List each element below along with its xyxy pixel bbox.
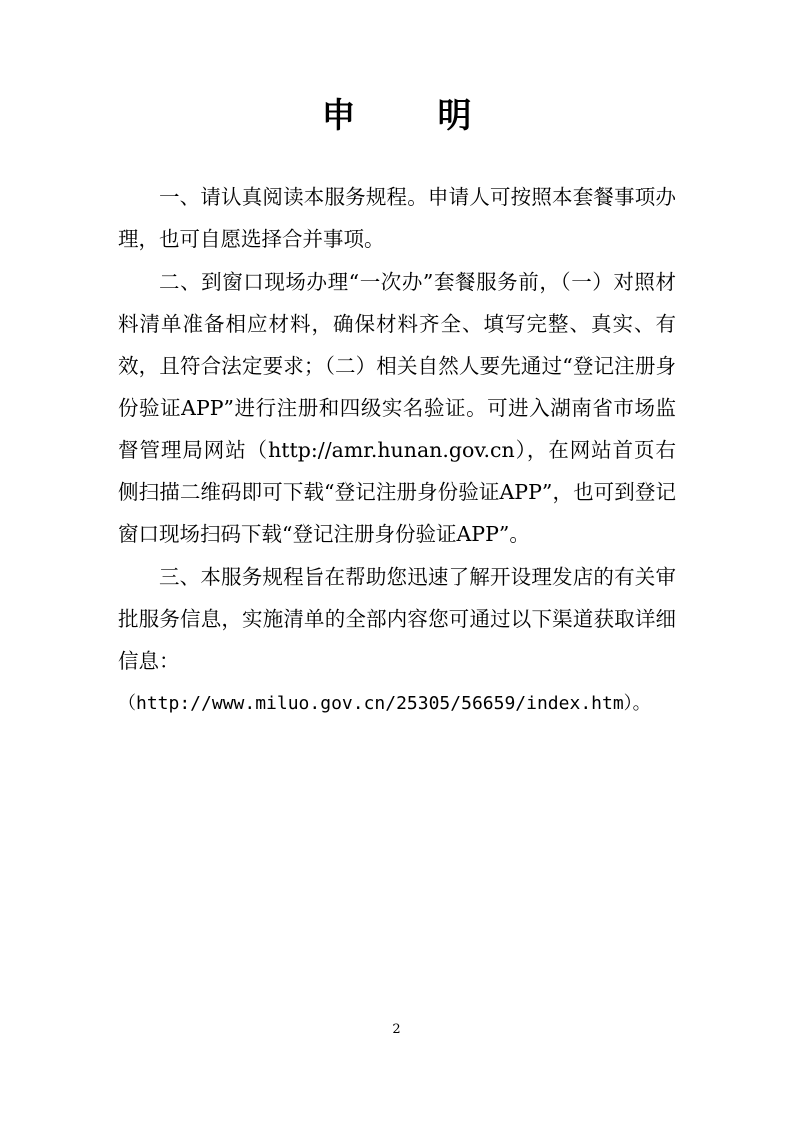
paragraph-one: 一、请认真阅读本服务规程。申请人可按照本套餐事项办理，也可自愿选择合并事项。 — [118, 185, 676, 251]
paragraph-three: 三、本服务规程旨在帮助您迅速了解开设理发店的有关审批服务信息，实施清单的全部内容您可通过以下渠道获取详细信息： — [118, 565, 676, 673]
reference-url-line: （http://www.miluo.gov.cn/25305/56659/index.htm）。 — [118, 693, 651, 714]
document-body — [118, 176, 676, 725]
page-title: 申 明 — [321, 96, 496, 136]
paragraph-two: 二、到窗口现场办理“一次办”套餐服务前，（一）对照材料清单准备相应材料，确保材料齐全、填写完整、真实、有效，且符合法定要求；（二）相关自然人要先通过“登记注册身份验证APP”进行注册和四级实名验证。可进入湖南省市场监督管理局网站（http://amr.hunan.gov.cn），在网站首页右侧扫描二维码即可下载“登记注册身份验证APP”，也可到登记窗口现场扫码下载“登记注册身份验证APP”。 — [118, 270, 676, 546]
page-number: 2 — [392, 1022, 401, 1037]
